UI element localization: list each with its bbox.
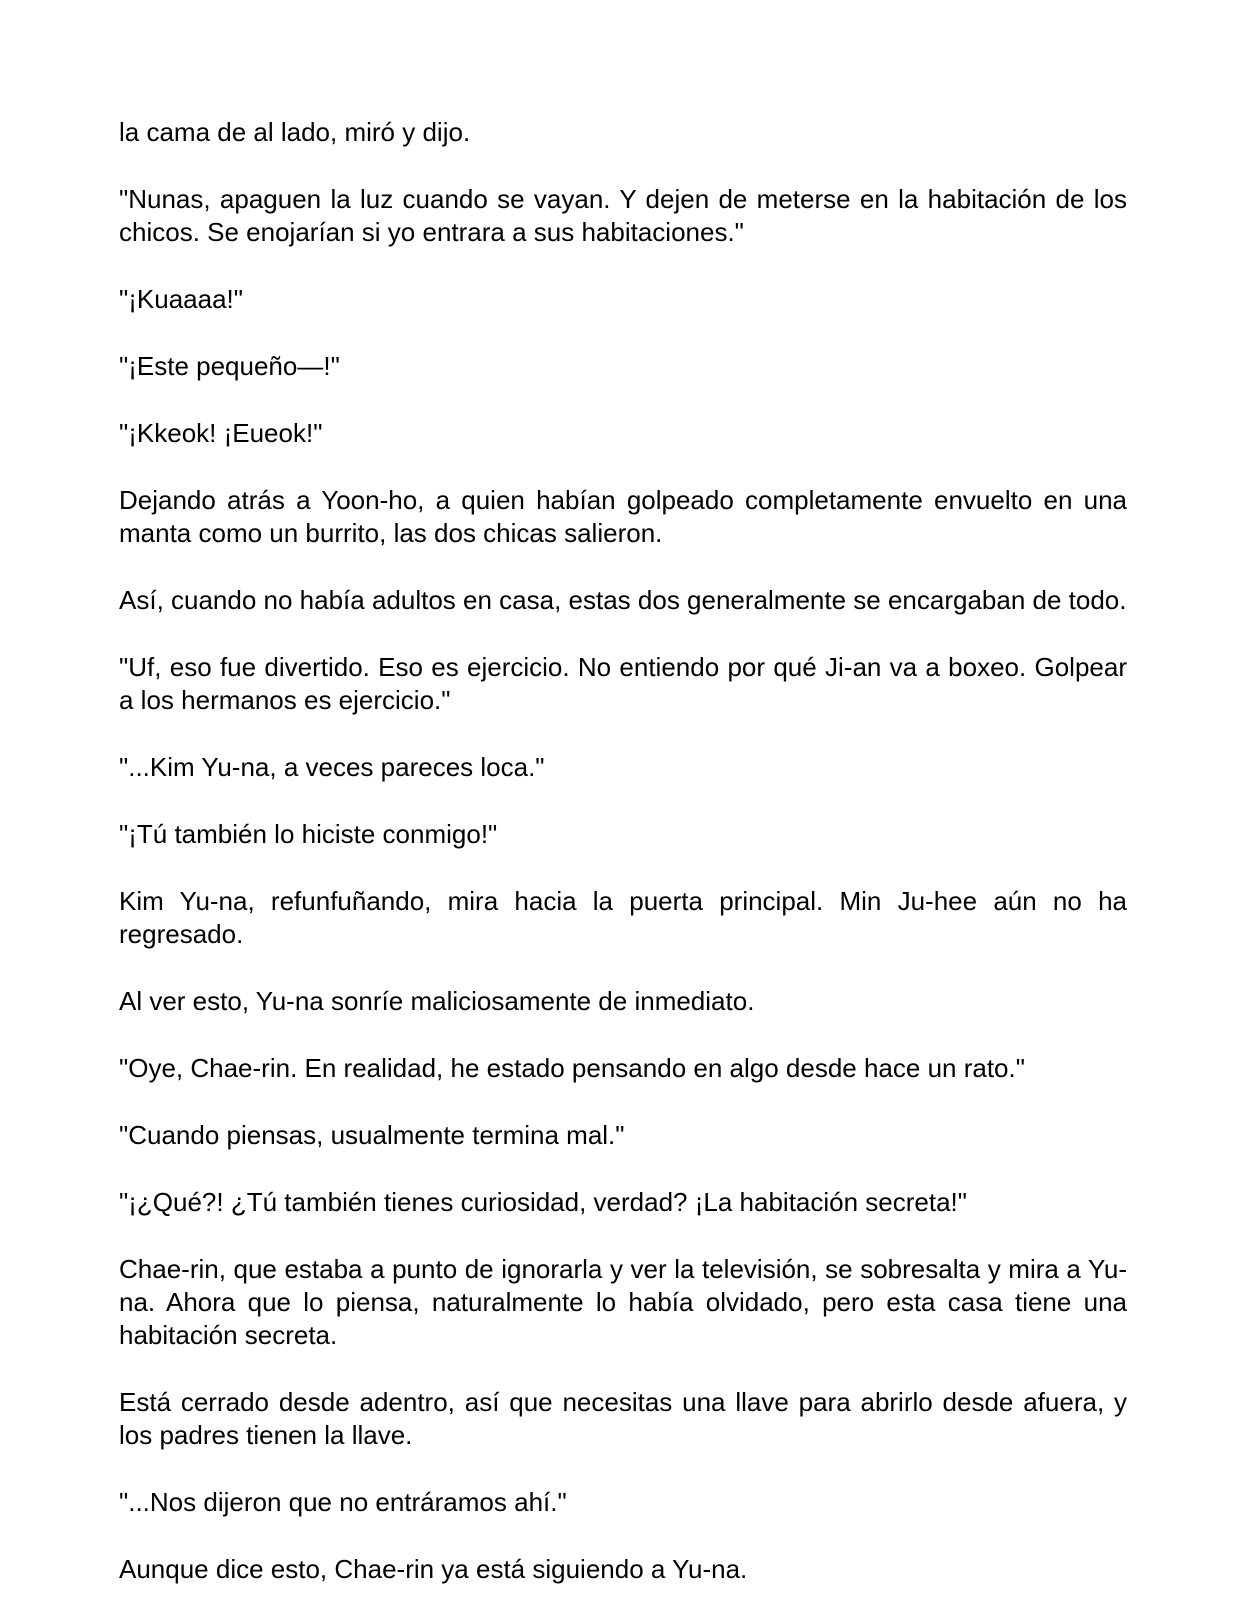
paragraph: "¡Tú también lo hiciste conmigo!" [119,819,498,849]
paragraph: "¡Kuaaaa!" [119,284,243,314]
paragraph: "Nunas, apaguen la luz cuando se vayan. Y dejen de meterse en la habitación de los chicos. Se enojarían si yo entrara a sus habitaciones." [119,184,1127,247]
paragraph: "¡¿Qué?! ¿Tú también tienes curiosidad, verdad? ¡La habitación secreta!" [119,1187,968,1217]
paragraph: "¡Kkeok! ¡Eueok!" [119,418,323,448]
paragraph: "Uf, eso fue divertido. Eso es ejercicio. No entiendo por qué Ji-an va a boxeo. Golpear a los hermanos es ejercicio." [119,652,1127,715]
paragraph: Dejando atrás a Yoon-ho, a quien habían golpeado completamente envuelto en una manta como un burrito, las dos chicas salieron. [119,485,1127,548]
paragraph: Así, cuando no había adultos en casa, estas dos generalmente se encargaban de todo. [119,585,1127,615]
paragraph: "¡Este pequeño—!" [119,351,340,381]
paragraph: Aunque dice esto, Chae-rin ya está siguiendo a Yu-na. [119,1554,748,1584]
paragraph: "...Kim Yu-na, a veces pareces loca." [119,752,545,782]
document-body [119,116,1127,1620]
paragraph: "Oye, Chae-rin. En realidad, he estado pensando en algo desde hace un rato." [119,1053,1025,1083]
paragraph: la cama de al lado, miró y dijo. [119,117,471,147]
paragraph: Kim Yu-na, refunfuñando, mira hacia la puerta principal. Min Ju-hee aún no ha regresado. [119,886,1127,949]
paragraph: "...Nos dijeron que no entráramos ahí." [119,1487,567,1517]
paragraph: Al ver esto, Yu-na sonríe maliciosamente de inmediato. [119,986,755,1016]
paragraph: Chae-rin, que estaba a punto de ignorarla y ver la televisión, se sobresalta y mira a Yu-na. Ahora que lo piensa, naturalmente lo había olvidado, pero esta casa tiene una habitación secreta. [119,1254,1127,1350]
paragraph: "Cuando piensas, usualmente termina mal." [119,1120,625,1150]
paragraph: Está cerrado desde adentro, así que necesitas una llave para abrirlo desde afuera, y los padres tienen la llave. [119,1387,1127,1450]
